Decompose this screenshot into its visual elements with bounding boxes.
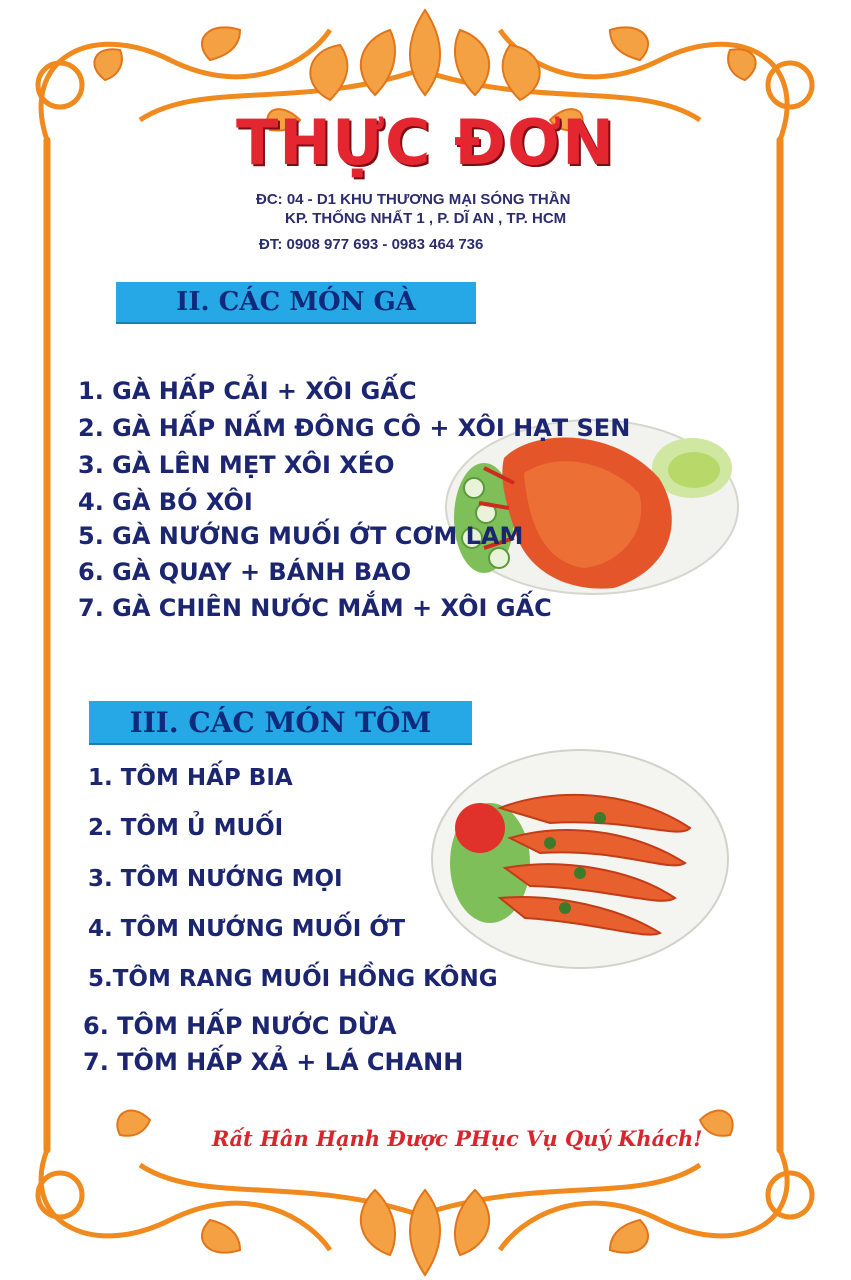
address-line-2: KP. THỐNG NHẤT 1 , P. DĨ AN , TP. HCM xyxy=(285,210,567,227)
list-item: 6. GÀ QUAY + BÁNH BAO xyxy=(78,558,412,586)
list-item: 4. TÔM NƯỚNG MUỐI ỚT xyxy=(88,916,406,942)
list-item: 7. GÀ CHIÊN NƯỚC MẮM + XÔI GẤC xyxy=(78,594,552,622)
list-item: 3. GÀ LÊN MẸT XÔI XÉO xyxy=(78,451,395,479)
list-item: 6. TÔM HẤP NƯỚC DỪA xyxy=(83,1012,397,1040)
shrimp-dish-image xyxy=(430,748,730,970)
footer-greeting: Rất Hân Hạnh Được PHục Vụ Quý Khách! xyxy=(212,1126,703,1151)
chicken-dish-image xyxy=(444,418,740,596)
phone-number: ĐT: 0908 977 693 - 0983 464 736 xyxy=(259,236,484,253)
list-item: 1. TÔM HẤP BIA xyxy=(88,765,293,791)
list-item: 5. GÀ NƯỚNG MUỐI ỚT CƠM LAM xyxy=(78,522,524,550)
section-heading-shrimp: III. CÁC MÓN TÔM xyxy=(89,701,472,743)
list-item: 3. TÔM NƯỚNG MỌI xyxy=(88,866,343,892)
list-item: 5.TÔM RANG MUỐI HỒNG KÔNG xyxy=(88,966,498,992)
list-item: 4. GÀ BÓ XÔI xyxy=(78,488,253,516)
list-item: 2. GÀ HẤP NẤM ĐÔNG CÔ + XÔI HẠT SEN xyxy=(78,414,631,442)
list-item: 2. TÔM Ủ MUỐI xyxy=(88,815,284,841)
list-item: 7. TÔM HẤP XẢ + LÁ CHANH xyxy=(83,1048,464,1076)
section-heading-chicken: II. CÁC MÓN GÀ xyxy=(116,282,476,322)
list-item: 1. GÀ HẤP CẢI + XÔI GẤC xyxy=(78,377,417,405)
address-line-1: ĐC: 04 - D1 KHU THƯƠNG MẠI SÓNG THẦN xyxy=(256,191,571,208)
menu-title: THỰC ĐƠN xyxy=(235,106,616,179)
